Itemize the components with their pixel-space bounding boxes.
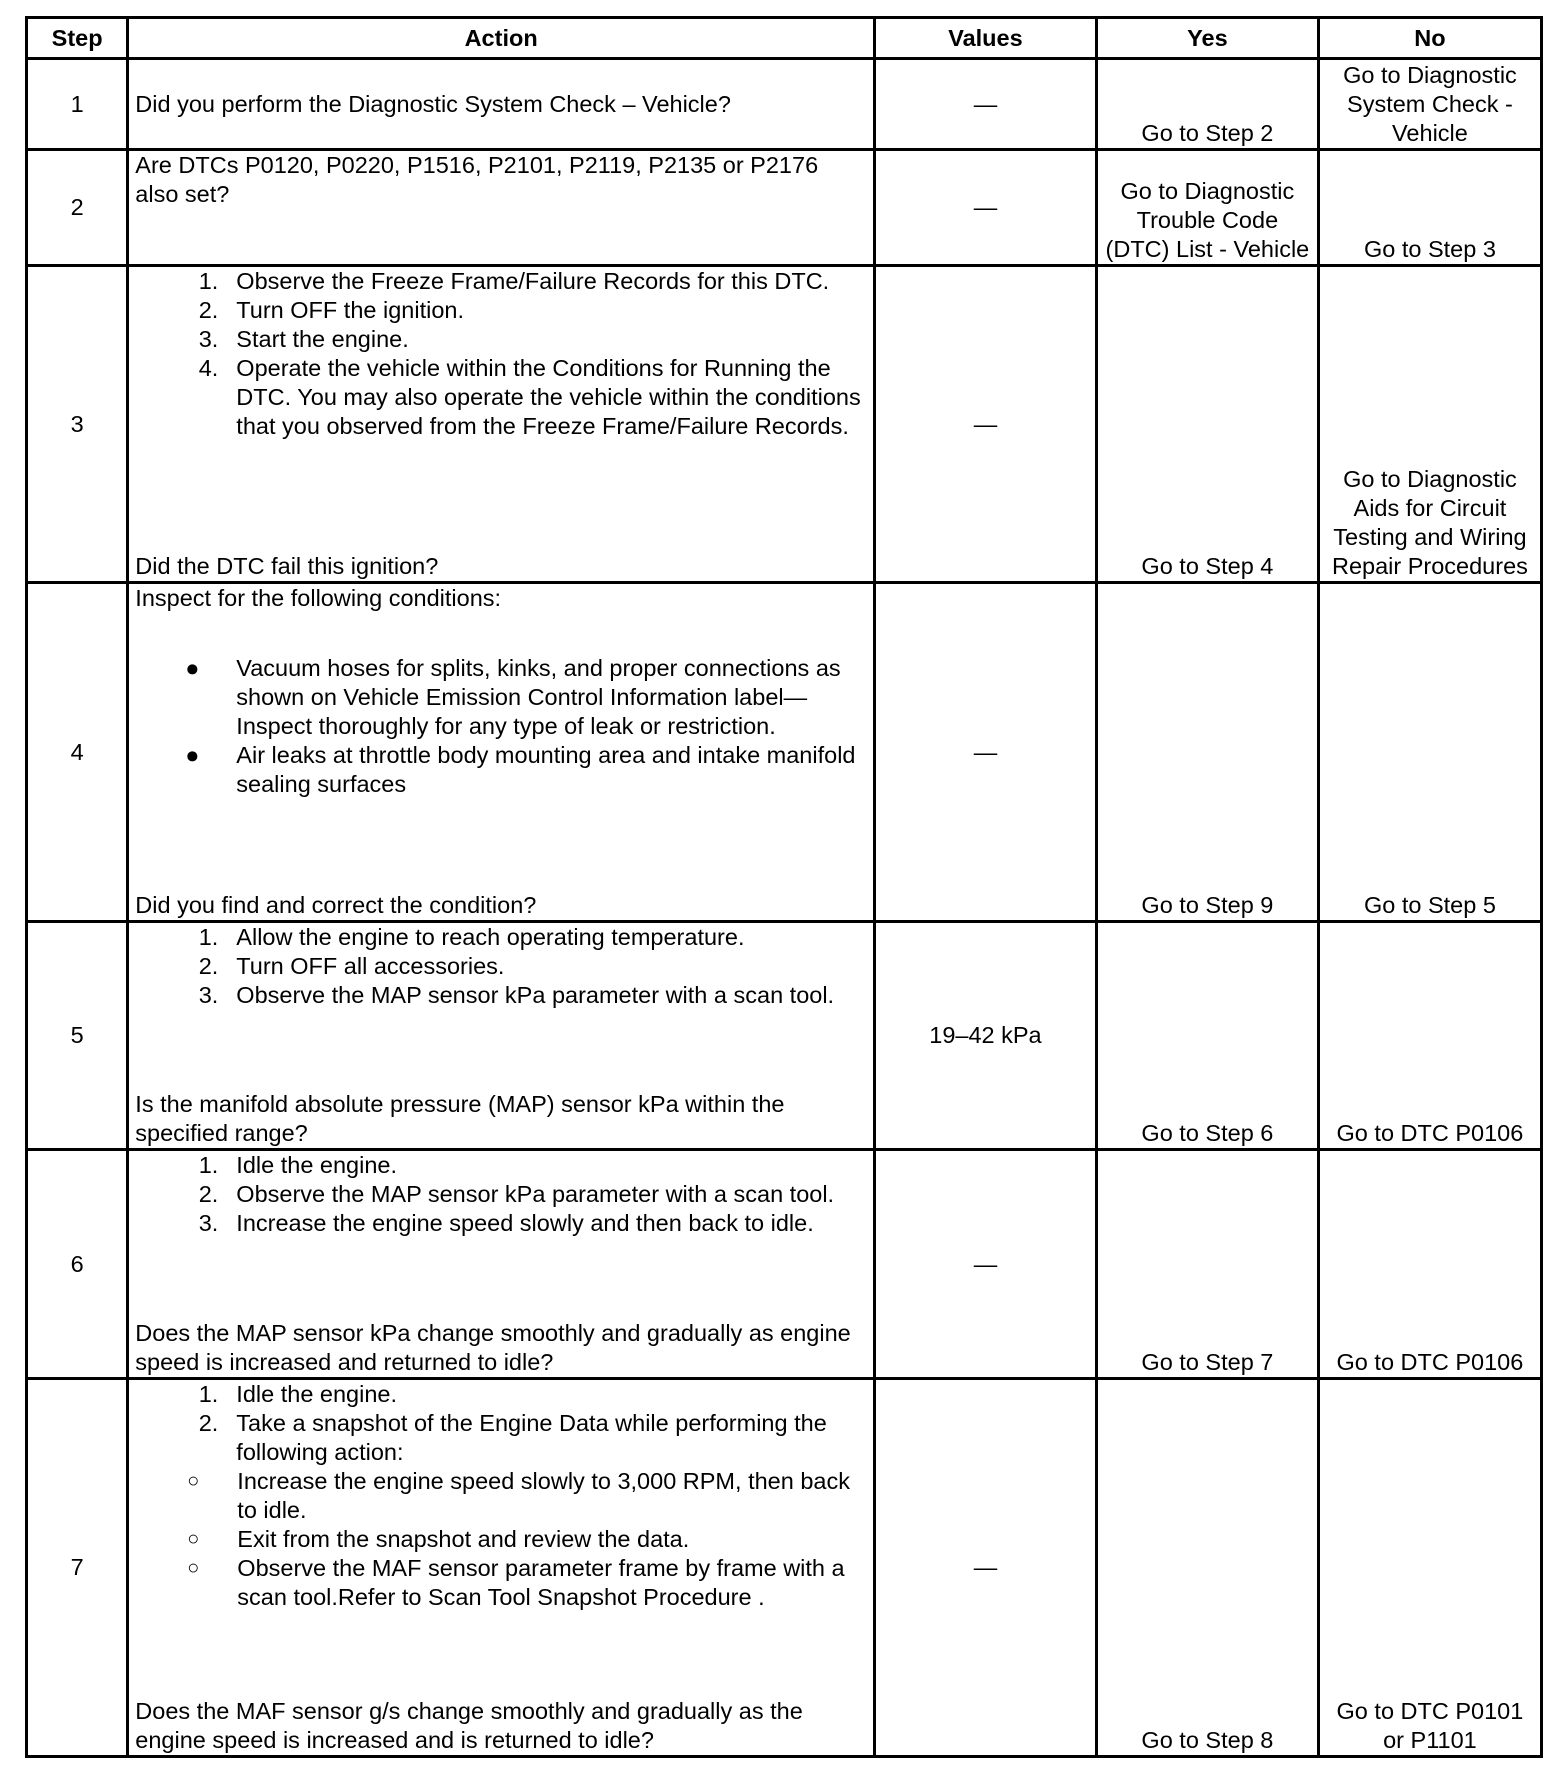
action-question: Does the MAP sensor kPa change smoothly and gradually as engine speed is increased and returned to idle? [135, 1319, 851, 1375]
action-cell [128, 59, 875, 150]
action-question: Are DTCs P0120, P0220, P1516, P2101, P2119, P2135 or P2176 also set? [135, 152, 819, 208]
values-cell: — [874, 1378, 1096, 1756]
values-cell: — [874, 583, 1096, 921]
values-cell: — [874, 59, 1096, 150]
table-row-step-2 [27, 150, 1542, 266]
step-number: 2 [27, 150, 128, 266]
step-number: 3 [27, 266, 128, 583]
values-cell: 19–42 kPa [874, 921, 1096, 1150]
bullet-list [135, 654, 867, 799]
table-row-step-5 [27, 921, 1542, 1150]
step-number: 6 [27, 1150, 128, 1379]
action-cell [128, 150, 875, 266]
values-cell: — [874, 1150, 1096, 1379]
step-number: 4 [27, 583, 128, 921]
header-action: Action [128, 18, 875, 59]
action-question: Did you find and correct the condition? [135, 891, 537, 918]
list-item: 2. Observe the MAP sensor kPa parameter with a scan tool. [198, 1181, 835, 1208]
table-row-step-3 [27, 266, 1542, 583]
table-row-step-1 [27, 59, 1542, 150]
no-cell: Go to Step 5 [1318, 583, 1541, 921]
action-intro: Inspect for the following conditions: [135, 585, 502, 612]
action-question: Did the DTC fail this ignition? [135, 553, 439, 580]
list-item: 3. Observe the MAP sensor kPa parameter with a scan tool. [198, 981, 835, 1008]
list-item: 2. Turn OFF all accessories. [198, 952, 505, 979]
list-item: 1. Idle the engine. [198, 1152, 398, 1179]
header-yes: Yes [1096, 18, 1318, 59]
step-number: 5 [27, 921, 128, 1150]
list-item: ○ Observe the MAF sensor parameter frame by frame with a scan tool.Refer to Scan Tool Snapshot Procedure . [187, 1554, 845, 1610]
step-number: 1 [27, 59, 128, 150]
list-item: 3. Start the engine. [198, 326, 409, 353]
table-row-step-7 [27, 1378, 1542, 1756]
action-question: Is the manifold absolute pressure (MAP) sensor kPa within the specified range? [135, 1091, 785, 1147]
table-row-step-4 [27, 583, 1542, 921]
table-row-step-6 [27, 1150, 1542, 1379]
action-cell [128, 583, 875, 921]
list-item: 3. Increase the engine speed slowly and then back to idle. [198, 1210, 814, 1237]
no-cell: Go to Diagnostic Aids for Circuit Testing and Wiring Repair Procedures [1318, 266, 1541, 583]
list-item: ● Vacuum hoses for splits, kinks, and proper connections as shown on Vehicle Emission Control Information label—Inspect thoroughly for any type of leak or restriction. [185, 655, 841, 740]
header-no: No [1318, 18, 1541, 59]
list-item: ● Air leaks at throttle body mounting area and intake manifold sealing surfaces [185, 742, 856, 798]
values-cell: — [874, 150, 1096, 266]
numbered-steps [135, 923, 867, 1010]
yes-cell: Go to Step 9 [1096, 583, 1318, 921]
yes-cell: Go to Step 8 [1096, 1378, 1318, 1756]
action-cell [128, 266, 875, 583]
list-item: 1. Idle the engine. [198, 1380, 398, 1407]
yes-cell: Go to Step 2 [1096, 59, 1318, 150]
yes-cell: Go to Step 4 [1096, 266, 1318, 583]
no-cell: Go to Step 3 [1318, 150, 1541, 266]
header-step: Step [27, 18, 128, 59]
no-cell: Go to DTC P0101 or P1101 [1318, 1378, 1541, 1756]
diagnostic-table [25, 16, 1543, 1758]
list-item: 4. Operate the vehicle within the Conditions for Running the DTC. You may also operate the vehicle within the conditions that you observed from the Freeze Frame/Failure Records. [198, 355, 861, 440]
numbered-steps [135, 267, 867, 441]
sub-step-list [135, 1467, 867, 1612]
list-item: 2. Turn OFF the ignition. [198, 297, 464, 324]
action-question: Does the MAF sensor g/s change smoothly and gradually as the engine speed is increased and is returned to idle? [135, 1698, 803, 1753]
header-row [27, 18, 1542, 59]
list-item: 1. Allow the engine to reach operating temperature. [198, 923, 745, 950]
list-item: ○ Increase the engine speed slowly to 3,000 RPM, then back to idle. [187, 1467, 850, 1523]
no-cell: Go to Diagnostic System Check - Vehicle [1318, 59, 1541, 150]
list-item: 2. Take a snapshot of the Engine Data while performing the following action: [198, 1409, 827, 1465]
numbered-steps [135, 1151, 867, 1238]
numbered-steps [135, 1380, 867, 1467]
yes-cell: Go to Step 7 [1096, 1150, 1318, 1379]
list-item: ○ Exit from the snapshot and review the data. [187, 1525, 690, 1552]
step-number: 7 [27, 1378, 128, 1756]
action-question: Did you perform the Diagnostic System Check – Vehicle? [135, 90, 731, 117]
header-values: Values [874, 18, 1096, 59]
no-cell: Go to DTC P0106 [1318, 921, 1541, 1150]
list-item: 1. Observe the Freeze Frame/Failure Records for this DTC. [198, 268, 830, 295]
no-cell: Go to DTC P0106 [1318, 1150, 1541, 1379]
action-cell [128, 1378, 875, 1756]
action-cell [128, 1150, 875, 1379]
values-cell: — [874, 266, 1096, 583]
yes-cell: Go to Diagnostic Trouble Code (DTC) List - Vehicle [1096, 150, 1318, 266]
yes-cell: Go to Step 6 [1096, 921, 1318, 1150]
action-cell [128, 921, 875, 1150]
